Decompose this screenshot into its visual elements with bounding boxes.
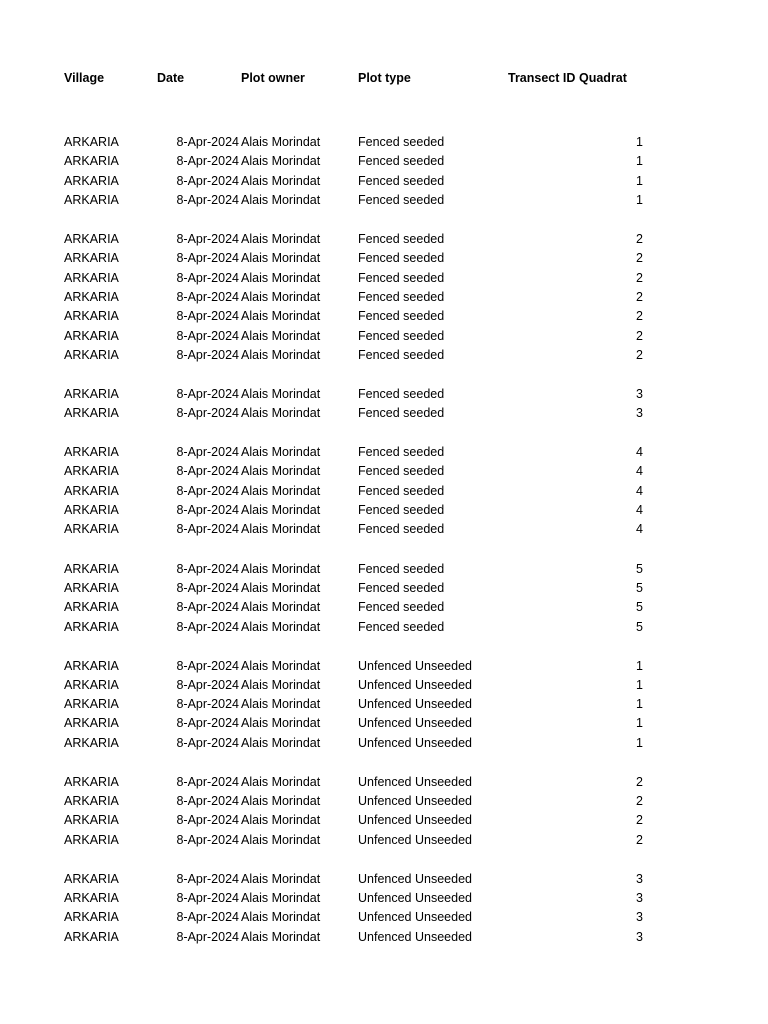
cell-plot-type: Fenced seeded — [358, 174, 445, 188]
cell-plot-owner: Alais Morindat — [241, 348, 321, 362]
table-row — [0, 249, 768, 267]
cell-plot-owner: Alais Morindat — [241, 813, 321, 827]
table-row — [0, 443, 768, 461]
cell-quadrat: 3 — [636, 891, 643, 905]
cell-plot-type: Unfenced Unseeded — [358, 813, 472, 827]
cell-plot-owner: Alais Morindat — [241, 329, 321, 343]
cell-plot-type: Fenced seeded — [358, 154, 445, 168]
cell-village: ARKARIA — [64, 174, 119, 188]
cell-village: ARKARIA — [64, 522, 119, 536]
cell-plot-owner: Alais Morindat — [241, 522, 321, 536]
cell-plot-owner: Alais Morindat — [241, 678, 321, 692]
cell-village: ARKARIA — [64, 697, 119, 711]
cell-plot-type: Fenced seeded — [358, 193, 445, 207]
cell-quadrat: 1 — [636, 697, 643, 711]
cell-village: ARKARIA — [64, 775, 119, 789]
cell-plot-type: Fenced seeded — [358, 387, 445, 401]
cell-plot-type: Fenced seeded — [358, 620, 445, 634]
cell-date: 8-Apr-2024 — [176, 697, 239, 711]
cell-plot-owner: Alais Morindat — [241, 309, 321, 323]
cell-plot-owner: Alais Morindat — [241, 232, 321, 246]
header-date: Date — [157, 71, 185, 85]
cell-quadrat: 2 — [636, 232, 643, 246]
cell-village: ARKARIA — [64, 562, 119, 576]
table-row — [0, 618, 768, 636]
cell-plot-type: Unfenced Unseeded — [358, 716, 472, 730]
cell-village: ARKARIA — [64, 872, 119, 886]
cell-plot-owner: Alais Morindat — [241, 464, 321, 478]
cell-village: ARKARIA — [64, 600, 119, 614]
cell-date: 8-Apr-2024 — [176, 620, 239, 634]
cell-quadrat: 3 — [636, 910, 643, 924]
table-row — [0, 346, 768, 364]
cell-plot-owner: Alais Morindat — [241, 406, 321, 420]
cell-plot-owner: Alais Morindat — [241, 135, 321, 149]
cell-date: 8-Apr-2024 — [176, 581, 239, 595]
cell-village: ARKARIA — [64, 716, 119, 730]
cell-plot-type: Unfenced Unseeded — [358, 697, 472, 711]
cell-plot-type: Unfenced Unseeded — [358, 736, 472, 750]
cell-village: ARKARIA — [64, 135, 119, 149]
cell-date: 8-Apr-2024 — [176, 464, 239, 478]
cell-plot-owner: Alais Morindat — [241, 716, 321, 730]
table-row — [0, 928, 768, 946]
cell-village: ARKARIA — [64, 678, 119, 692]
cell-plot-owner: Alais Morindat — [241, 930, 321, 944]
table-row — [0, 462, 768, 480]
cell-date: 8-Apr-2024 — [176, 329, 239, 343]
cell-plot-owner: Alais Morindat — [241, 174, 321, 188]
cell-quadrat: 4 — [636, 445, 643, 459]
cell-date: 8-Apr-2024 — [176, 930, 239, 944]
cell-plot-owner: Alais Morindat — [241, 872, 321, 886]
cell-village: ARKARIA — [64, 620, 119, 634]
cell-village: ARKARIA — [64, 736, 119, 750]
cell-plot-type: Fenced seeded — [358, 503, 445, 517]
cell-plot-owner: Alais Morindat — [241, 775, 321, 789]
cell-plot-type: Unfenced Unseeded — [358, 833, 472, 847]
cell-quadrat: 2 — [636, 348, 643, 362]
cell-date: 8-Apr-2024 — [176, 348, 239, 362]
cell-plot-owner: Alais Morindat — [241, 736, 321, 750]
cell-plot-type: Fenced seeded — [358, 484, 445, 498]
cell-quadrat: 5 — [636, 600, 643, 614]
cell-date: 8-Apr-2024 — [176, 154, 239, 168]
table-row — [0, 560, 768, 578]
cell-date: 8-Apr-2024 — [176, 271, 239, 285]
cell-quadrat: 2 — [636, 309, 643, 323]
cell-quadrat: 1 — [636, 174, 643, 188]
table-row — [0, 811, 768, 829]
cell-plot-owner: Alais Morindat — [241, 251, 321, 265]
cell-village: ARKARIA — [64, 833, 119, 847]
table-row — [0, 579, 768, 597]
table-row — [0, 482, 768, 500]
cell-village: ARKARIA — [64, 891, 119, 905]
cell-quadrat: 1 — [636, 678, 643, 692]
cell-quadrat: 2 — [636, 833, 643, 847]
cell-date: 8-Apr-2024 — [176, 562, 239, 576]
cell-village: ARKARIA — [64, 794, 119, 808]
cell-plot-owner: Alais Morindat — [241, 193, 321, 207]
cell-quadrat: 2 — [636, 813, 643, 827]
cell-date: 8-Apr-2024 — [176, 716, 239, 730]
cell-plot-type: Fenced seeded — [358, 348, 445, 362]
cell-quadrat: 1 — [636, 154, 643, 168]
cell-plot-owner: Alais Morindat — [241, 387, 321, 401]
cell-date: 8-Apr-2024 — [176, 174, 239, 188]
cell-plot-type: Unfenced Unseeded — [358, 678, 472, 692]
table-row — [0, 230, 768, 248]
cell-quadrat: 4 — [636, 522, 643, 536]
cell-date: 8-Apr-2024 — [176, 891, 239, 905]
cell-date: 8-Apr-2024 — [176, 232, 239, 246]
cell-quadrat: 3 — [636, 872, 643, 886]
cell-plot-type: Fenced seeded — [358, 406, 445, 420]
cell-date: 8-Apr-2024 — [176, 794, 239, 808]
cell-date: 8-Apr-2024 — [176, 251, 239, 265]
cell-plot-type: Fenced seeded — [358, 600, 445, 614]
cell-quadrat: 2 — [636, 794, 643, 808]
table-row — [0, 404, 768, 422]
cell-village: ARKARIA — [64, 930, 119, 944]
cell-village: ARKARIA — [64, 290, 119, 304]
cell-quadrat: 5 — [636, 581, 643, 595]
cell-plot-owner: Alais Morindat — [241, 290, 321, 304]
cell-plot-type: Fenced seeded — [358, 581, 445, 595]
cell-village: ARKARIA — [64, 445, 119, 459]
cell-village: ARKARIA — [64, 348, 119, 362]
cell-date: 8-Apr-2024 — [176, 193, 239, 207]
cell-plot-type: Fenced seeded — [358, 329, 445, 343]
cell-date: 8-Apr-2024 — [176, 600, 239, 614]
cell-village: ARKARIA — [64, 387, 119, 401]
cell-plot-owner: Alais Morindat — [241, 620, 321, 634]
cell-date: 8-Apr-2024 — [176, 503, 239, 517]
cell-date: 8-Apr-2024 — [176, 522, 239, 536]
table-row — [0, 172, 768, 190]
table-row — [0, 598, 768, 616]
cell-plot-type: Fenced seeded — [358, 290, 445, 304]
cell-plot-owner: Alais Morindat — [241, 154, 321, 168]
cell-plot-owner: Alais Morindat — [241, 659, 321, 673]
header-plot-owner: Plot owner — [241, 71, 305, 85]
cell-plot-type: Fenced seeded — [358, 135, 445, 149]
cell-date: 8-Apr-2024 — [176, 678, 239, 692]
table-row — [0, 307, 768, 325]
table-row — [0, 773, 768, 791]
cell-quadrat: 2 — [636, 271, 643, 285]
cell-plot-type: Fenced seeded — [358, 309, 445, 323]
cell-village: ARKARIA — [64, 271, 119, 285]
cell-plot-owner: Alais Morindat — [241, 891, 321, 905]
cell-date: 8-Apr-2024 — [176, 736, 239, 750]
table-row — [0, 191, 768, 209]
cell-plot-type: Unfenced Unseeded — [358, 891, 472, 905]
cell-date: 8-Apr-2024 — [176, 659, 239, 673]
cell-plot-owner: Alais Morindat — [241, 271, 321, 285]
cell-quadrat: 4 — [636, 503, 643, 517]
cell-quadrat: 5 — [636, 620, 643, 634]
cell-plot-type: Unfenced Unseeded — [358, 775, 472, 789]
table-row — [0, 385, 768, 403]
cell-plot-owner: Alais Morindat — [241, 484, 321, 498]
cell-quadrat: 1 — [636, 193, 643, 207]
cell-date: 8-Apr-2024 — [176, 406, 239, 420]
cell-quadrat: 2 — [636, 329, 643, 343]
table-row — [0, 734, 768, 752]
cell-quadrat: 1 — [636, 135, 643, 149]
cell-village: ARKARIA — [64, 232, 119, 246]
cell-plot-type: Unfenced Unseeded — [358, 930, 472, 944]
table-row — [0, 657, 768, 675]
table-row — [0, 133, 768, 151]
cell-village: ARKARIA — [64, 329, 119, 343]
table-row — [0, 501, 768, 519]
cell-date: 8-Apr-2024 — [176, 387, 239, 401]
table-row — [0, 288, 768, 306]
cell-quadrat: 1 — [636, 736, 643, 750]
cell-date: 8-Apr-2024 — [176, 775, 239, 789]
cell-plot-owner: Alais Morindat — [241, 697, 321, 711]
cell-plot-type: Fenced seeded — [358, 251, 445, 265]
cell-plot-type: Unfenced Unseeded — [358, 659, 472, 673]
table-row — [0, 908, 768, 926]
cell-date: 8-Apr-2024 — [176, 309, 239, 323]
cell-plot-type: Unfenced Unseeded — [358, 794, 472, 808]
cell-plot-type: Fenced seeded — [358, 522, 445, 536]
cell-plot-type: Unfenced Unseeded — [358, 910, 472, 924]
header-transect-id: Transect ID — [508, 71, 576, 85]
header-village: Village — [64, 71, 105, 85]
cell-village: ARKARIA — [64, 659, 119, 673]
cell-date: 8-Apr-2024 — [176, 833, 239, 847]
table-row — [0, 831, 768, 849]
cell-quadrat: 2 — [636, 251, 643, 265]
table-row — [0, 327, 768, 345]
header-row — [0, 69, 768, 87]
header-plot-type: Plot type — [358, 71, 411, 85]
cell-date: 8-Apr-2024 — [176, 484, 239, 498]
cell-village: ARKARIA — [64, 309, 119, 323]
cell-plot-owner: Alais Morindat — [241, 445, 321, 459]
cell-quadrat: 5 — [636, 562, 643, 576]
cell-village: ARKARIA — [64, 503, 119, 517]
cell-village: ARKARIA — [64, 581, 119, 595]
cell-plot-owner: Alais Morindat — [241, 562, 321, 576]
cell-plot-owner: Alais Morindat — [241, 503, 321, 517]
table-row — [0, 792, 768, 810]
cell-village: ARKARIA — [64, 464, 119, 478]
table-row — [0, 889, 768, 907]
cell-date: 8-Apr-2024 — [176, 135, 239, 149]
cell-village: ARKARIA — [64, 813, 119, 827]
cell-date: 8-Apr-2024 — [176, 290, 239, 304]
cell-plot-owner: Alais Morindat — [241, 600, 321, 614]
table-row — [0, 676, 768, 694]
cell-quadrat: 3 — [636, 930, 643, 944]
cell-quadrat: 1 — [636, 659, 643, 673]
cell-village: ARKARIA — [64, 193, 119, 207]
cell-village: ARKARIA — [64, 484, 119, 498]
cell-date: 8-Apr-2024 — [176, 445, 239, 459]
cell-quadrat: 4 — [636, 484, 643, 498]
cell-quadrat: 1 — [636, 716, 643, 730]
cell-quadrat: 2 — [636, 290, 643, 304]
cell-date: 8-Apr-2024 — [176, 910, 239, 924]
header-quadrat: Quadrat — [579, 71, 627, 85]
table-row — [0, 870, 768, 888]
cell-plot-owner: Alais Morindat — [241, 794, 321, 808]
table-row — [0, 695, 768, 713]
cell-village: ARKARIA — [64, 910, 119, 924]
cell-plot-type: Fenced seeded — [358, 232, 445, 246]
cell-plot-type: Fenced seeded — [358, 562, 445, 576]
cell-plot-type: Fenced seeded — [358, 271, 445, 285]
cell-quadrat: 3 — [636, 406, 643, 420]
cell-plot-type: Fenced seeded — [358, 464, 445, 478]
cell-village: ARKARIA — [64, 251, 119, 265]
cell-date: 8-Apr-2024 — [176, 813, 239, 827]
cell-village: ARKARIA — [64, 154, 119, 168]
cell-quadrat: 3 — [636, 387, 643, 401]
cell-plot-type: Fenced seeded — [358, 445, 445, 459]
cell-plot-owner: Alais Morindat — [241, 581, 321, 595]
cell-plot-owner: Alais Morindat — [241, 910, 321, 924]
cell-plot-type: Unfenced Unseeded — [358, 872, 472, 886]
table-row — [0, 269, 768, 287]
cell-village: ARKARIA — [64, 406, 119, 420]
table-row — [0, 714, 768, 732]
cell-quadrat: 4 — [636, 464, 643, 478]
cell-plot-owner: Alais Morindat — [241, 833, 321, 847]
cell-quadrat: 2 — [636, 775, 643, 789]
table-row — [0, 520, 768, 538]
cell-date: 8-Apr-2024 — [176, 872, 239, 886]
table-row — [0, 152, 768, 170]
